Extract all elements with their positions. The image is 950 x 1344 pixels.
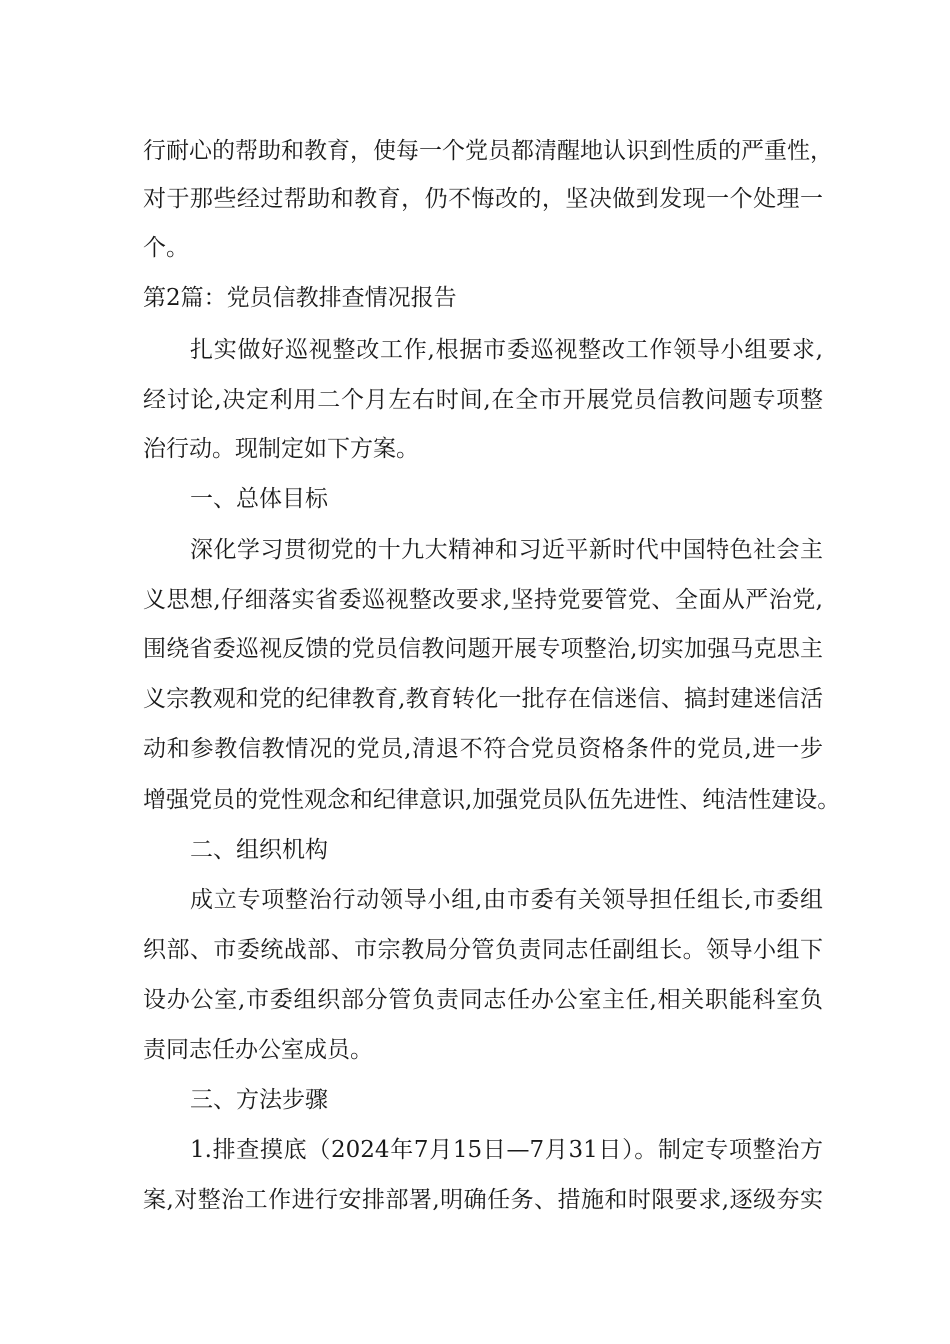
paragraph-line: 围绕省委巡视反馈的党员信教问题开展专项整治,切实加强马克思主 bbox=[143, 636, 823, 662]
paragraph-line: 深化学习贯彻党的十九大精神和习近平新时代中国特色社会主 bbox=[190, 537, 823, 563]
paragraph-line: 增强党员的党性观念和纪律意识,加强党员队伍先进性、纯洁性建设。 bbox=[143, 787, 841, 813]
paragraph-line: 成立专项整治行动领导小组,由市委有关领导担任组长,市委组 bbox=[190, 887, 823, 913]
paragraph-line: 动和参教信教情况的党员,清退不符合党员资格条件的党员,进一步 bbox=[143, 736, 823, 762]
paragraph-line: 行耐心的帮助和教育，使每一个党员都清醒地认识到性质的严重性， bbox=[143, 138, 833, 164]
paragraph-line: 经讨论,决定利用二个月左右时间,在全市开展党员信教问题专项整 bbox=[143, 387, 823, 413]
section-heading: 二、组织机构 bbox=[190, 837, 328, 863]
section-heading: 一、总体目标 bbox=[190, 486, 328, 512]
paragraph-line: 治行动。现制定如下方案。 bbox=[143, 436, 419, 462]
paragraph-line: 织部、市委统战部、市宗教局分管负责同志任副组长。领导小组下 bbox=[143, 937, 823, 963]
paragraph-line: 责同志任办公室成员。 bbox=[143, 1037, 373, 1063]
paragraph-line: 案,对整治工作进行安排部署,明确任务、措施和时限要求,逐级夯实 bbox=[143, 1187, 823, 1213]
paragraph-line: 个。 bbox=[143, 235, 189, 261]
paragraph-line: 1.排查摸底（2024年7月15日—7月31日）。制定专项整治方 bbox=[190, 1137, 823, 1163]
paragraph-line: 义思想,仔细落实省委巡视整改要求,坚持党要管党、全面从严治党, bbox=[143, 587, 823, 613]
paragraph-line: 对于那些经过帮助和教育，仍不悔改的，坚决做到发现一个处理一 bbox=[143, 186, 823, 212]
paragraph-line: 义宗教观和党的纪律教育,教育转化一批存在信迷信、搞封建迷信活 bbox=[143, 686, 823, 712]
paragraph-line: 扎实做好巡视整改工作,根据市委巡视整改工作领导小组要求, bbox=[190, 337, 823, 363]
paragraph-line: 设办公室,市委组织部分管负责同志任办公室主任,相关职能科室负 bbox=[143, 987, 823, 1013]
section-title: 第2篇：党员信教排查情况报告 bbox=[143, 285, 457, 311]
section-heading: 三、方法步骤 bbox=[190, 1087, 328, 1113]
